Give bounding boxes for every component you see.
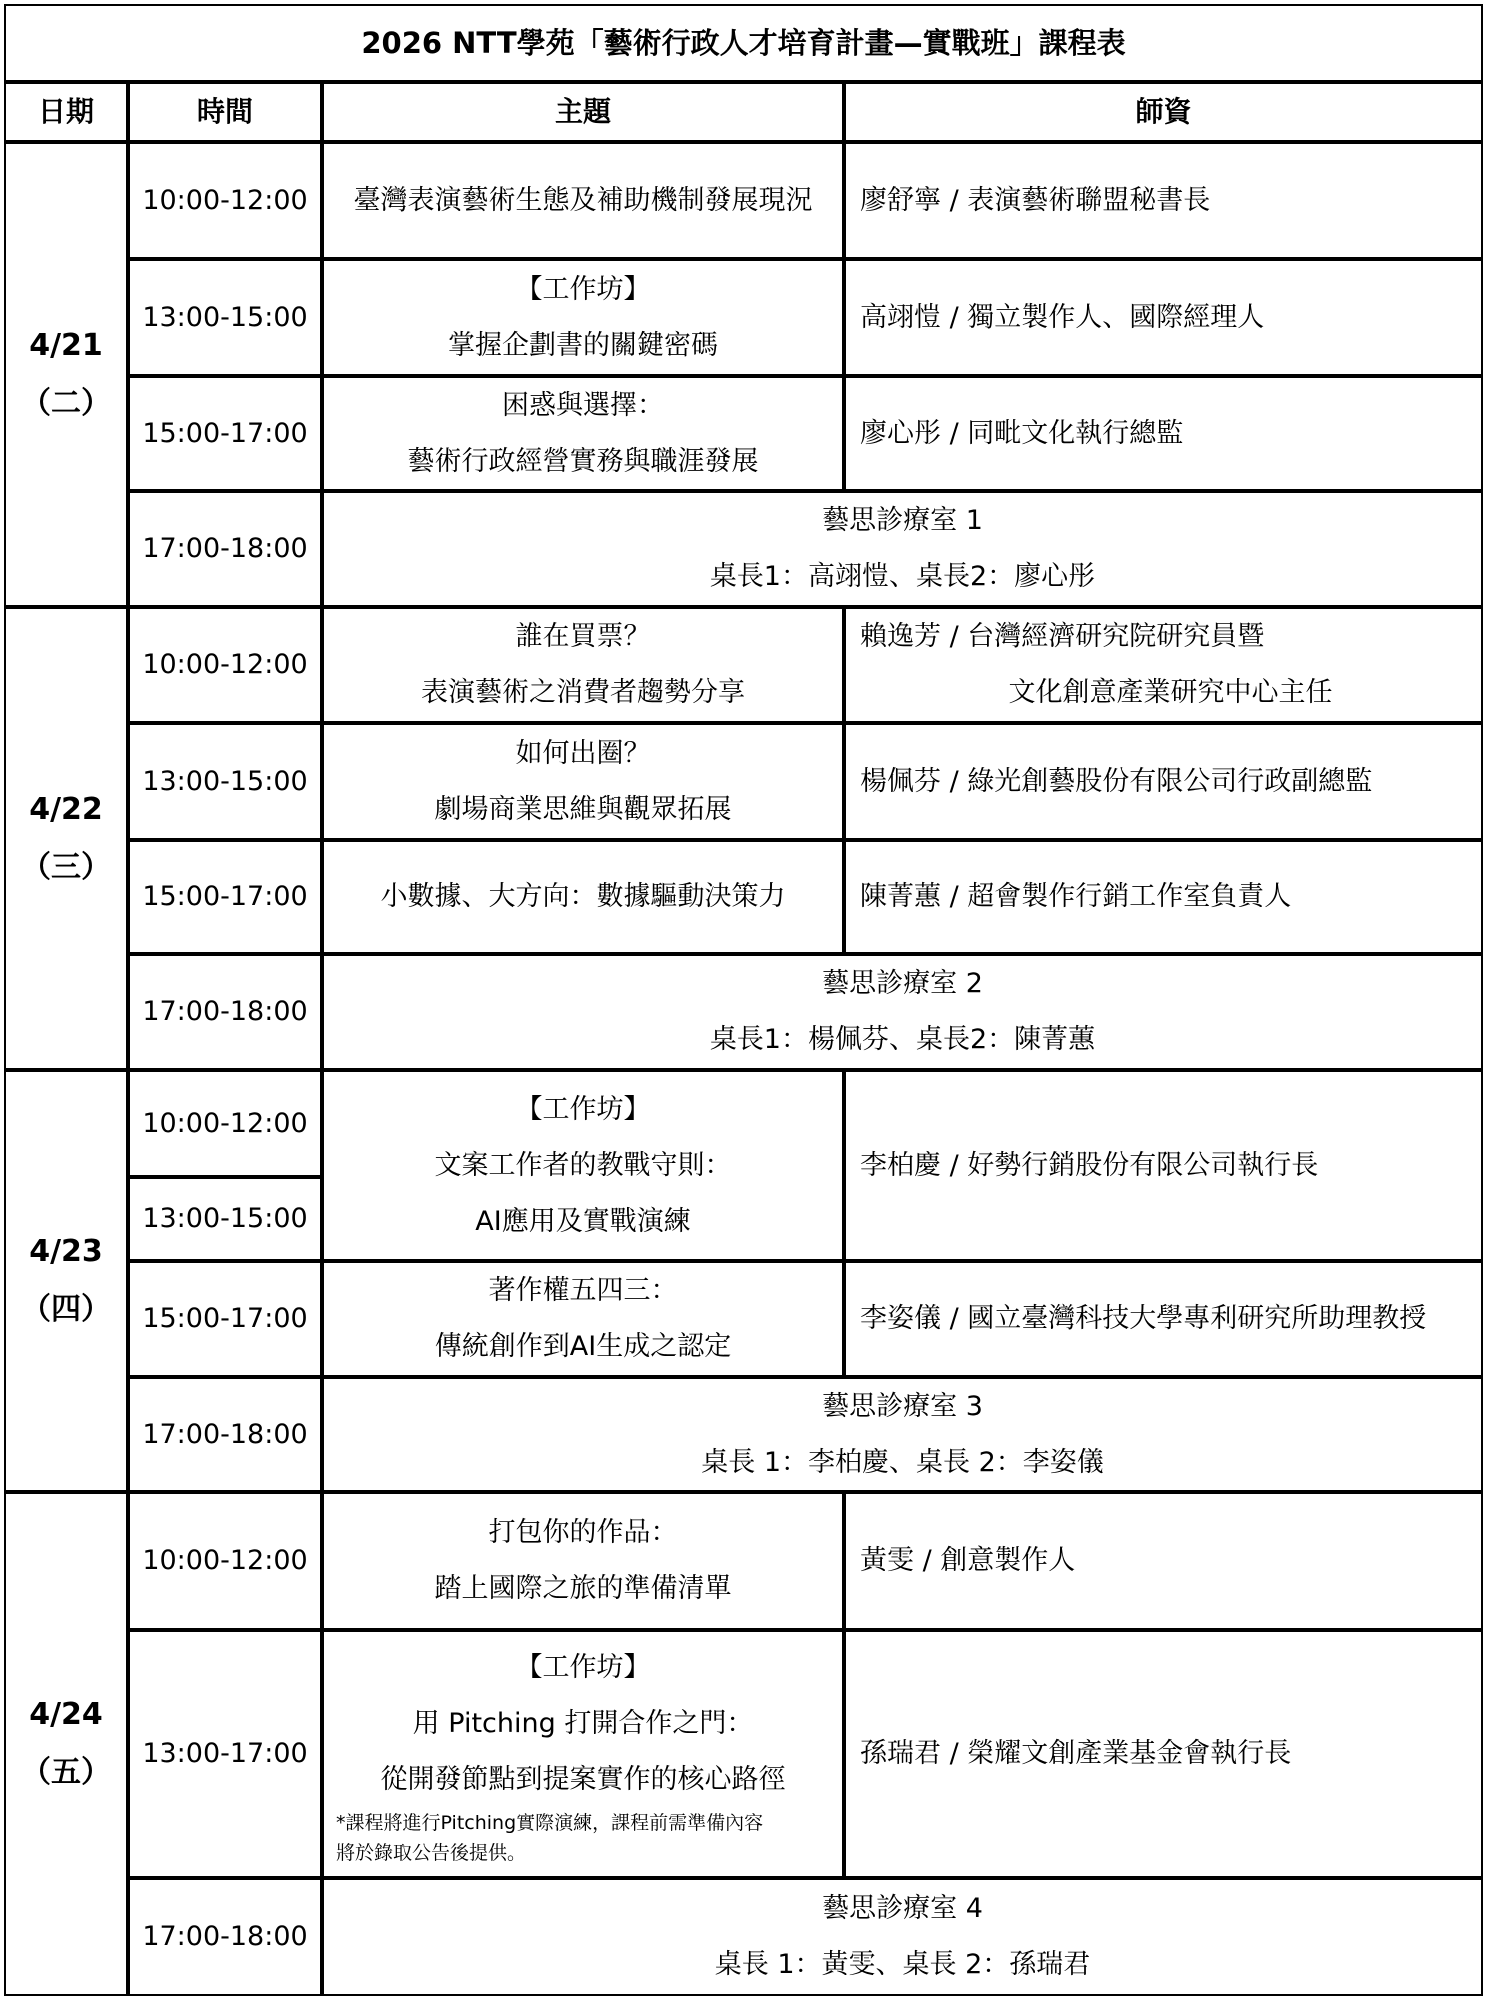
time-cell: 13:00-17:00: [128, 1630, 322, 1878]
topic-cell: 臺灣表演藝術生態及補助機制發展現況: [322, 142, 844, 259]
topic-cell: 【工作坊】 用 Pitching 打開合作之門： 從開發節點到提案實作的核心路徑 *課程將進行Pitching實際演練，課程前需準備內容 將於錄取公告後提供。: [322, 1630, 844, 1878]
teacher-cell: 李柏慶 / 好勢行銷股份有限公司執行長: [844, 1070, 1483, 1261]
date-cell: 4/21 （二）: [4, 142, 128, 607]
time-cell: 17:00-18:00: [128, 1878, 322, 1996]
time-cell: 17:00-18:00: [128, 954, 322, 1070]
teacher-cell: 楊佩芬 / 綠光創藝股份有限公司行政副總監: [844, 723, 1483, 840]
date-cell: 4/22 （三）: [4, 607, 128, 1070]
clinic-cell: 藝思診療室 2 桌長1：楊佩芬、桌長2：陳菁蕙: [322, 954, 1483, 1070]
clinic-cell: 藝思診療室 4 桌長 1：黃雯、桌長 2：孫瑞君: [322, 1878, 1483, 1996]
schedule-title: [4, 4, 1483, 82]
teacher-cell: 陳菁蕙 / 超會製作行銷工作室負責人: [844, 840, 1483, 954]
header-topic: 主題: [322, 82, 844, 142]
time-cell: 10:00-12:00: [128, 142, 322, 259]
topic-cell: 著作權五四三： 傳統創作到AI生成之認定: [322, 1261, 844, 1377]
time-cell: 15:00-17:00: [128, 1261, 322, 1377]
teacher-cell: 孫瑞君 / 榮耀文創產業基金會執行長: [844, 1630, 1483, 1878]
teacher-cell: 黃雯 / 創意製作人: [844, 1492, 1483, 1630]
time-cell: 15:00-17:00: [128, 376, 322, 491]
header-date: 日期: [4, 82, 128, 142]
course-note: *課程將進行Pitching實際演練，課程前需準備內容: [336, 1812, 764, 1834]
time-cell: 17:00-18:00: [128, 491, 322, 607]
clinic-cell: 藝思診療室 3 桌長 1：李柏慶、桌長 2：李姿儀: [322, 1377, 1483, 1492]
teacher-cell: 李姿儀 / 國立臺灣科技大學專利研究所助理教授: [844, 1261, 1483, 1377]
topic-cell: 打包你的作品： 踏上國際之旅的準備清單: [322, 1492, 844, 1630]
topic-cell: 小數據、大方向：數據驅動決策力: [322, 840, 844, 954]
topic-cell: 【工作坊】 掌握企劃書的關鍵密碼: [322, 259, 844, 376]
topic-cell: 【工作坊】 文案工作者的教戰守則： AI應用及實戰演練: [322, 1070, 844, 1261]
teacher-cell: 高翊愷 / 獨立製作人、國際經理人: [844, 259, 1483, 376]
time-cell: 13:00-15:00: [128, 259, 322, 376]
header-time: 時間: [128, 82, 322, 142]
header-teacher: 師資: [844, 82, 1483, 142]
schedule-title-text: 2026 NTT學苑「藝術行政人才培育計畫—實戰班」課程表: [361, 26, 1126, 60]
topic-cell: 誰在買票？ 表演藝術之消費者趨勢分享: [322, 607, 844, 723]
time-cell: 13:00-15:00: [128, 723, 322, 840]
clinic-cell: 藝思診療室 1 桌長1：高翊愷、桌長2：廖心彤: [322, 491, 1483, 607]
date-cell: 4/24 （五）: [4, 1492, 128, 1996]
teacher-cell: 廖心彤 / 同毗文化執行總監: [844, 376, 1483, 491]
time-cell: 10:00-12:00: [128, 607, 322, 723]
course-note: 將於錄取公告後提供。: [336, 1842, 527, 1864]
time-cell: 10:00-12:00: [128, 1070, 322, 1177]
teacher-cell: 廖舒寧 / 表演藝術聯盟秘書長: [844, 142, 1483, 259]
topic-cell: 困惑與選擇： 藝術行政經營實務與職涯發展: [322, 376, 844, 491]
time-cell: 17:00-18:00: [128, 1377, 322, 1492]
topic-cell: 如何出圈？ 劇場商業思維與觀眾拓展: [322, 723, 844, 840]
time-cell: 15:00-17:00: [128, 840, 322, 954]
time-cell: 10:00-12:00: [128, 1492, 322, 1630]
time-cell: 13:00-15:00: [128, 1177, 322, 1261]
date-cell: 4/23 （四）: [4, 1070, 128, 1492]
teacher-cell: 賴逸芳 / 台灣經濟研究院研究員暨 文化創意產業研究中心主任: [844, 607, 1483, 723]
